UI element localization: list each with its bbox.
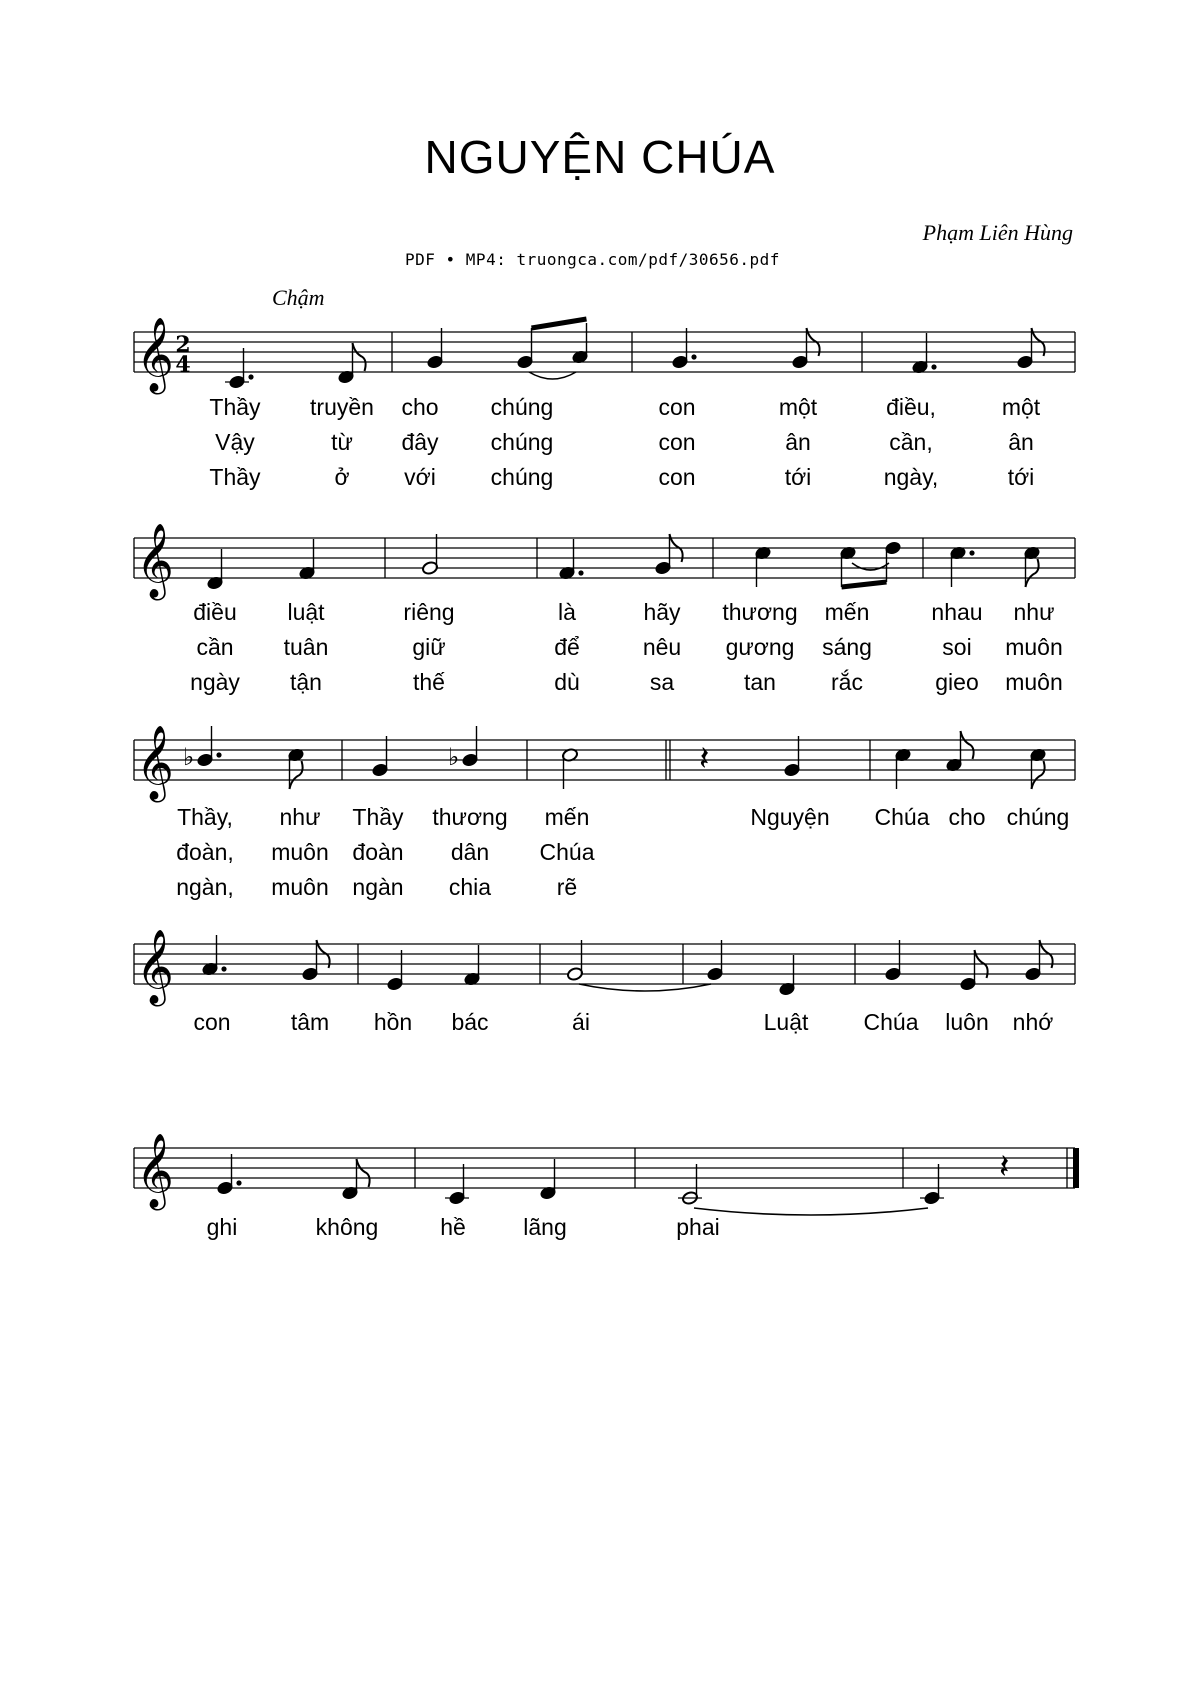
lyric-syllable: ngày, [883, 464, 939, 490]
lyric-syllable: ngày [190, 669, 240, 695]
lyric-syllable: một [1001, 394, 1041, 420]
lyric-syllable: con [193, 1009, 231, 1035]
lyric-syllable: Chúa [874, 804, 930, 830]
treble-clef-icon: 𝄞 [136, 930, 174, 1004]
tie [694, 1208, 928, 1215]
lyric-syllable: hề [440, 1214, 466, 1240]
lyric-syllable: cần [196, 634, 234, 660]
lyric-syllable: luật [287, 599, 325, 625]
lyric-syllable: truyền [310, 394, 374, 420]
lyric-syllable: dù [554, 669, 580, 695]
lyric-syllable: tâm [290, 1009, 330, 1035]
eighth-flag [1032, 761, 1045, 789]
time-signature-top: 2 [175, 332, 191, 358]
tie [529, 372, 576, 379]
lyric-syllable: là [558, 599, 576, 625]
lyric-syllable: như [1013, 599, 1055, 625]
final-barline [1073, 1148, 1079, 1188]
lyric-syllable: tận [290, 669, 322, 695]
tempo-marking: Chậm [272, 285, 325, 310]
lyric-syllable: tuân [283, 634, 329, 660]
treble-clef-icon: 𝄞 [136, 524, 174, 598]
lyric-syllable: con [658, 429, 696, 455]
lyric-syllable: chúng [1006, 804, 1070, 830]
lyric-syllable: chúng [490, 464, 554, 490]
lyric-syllable: muôn [271, 874, 329, 900]
lyric-syllable: thương [722, 599, 798, 625]
lyric-syllable: muôn [1005, 669, 1063, 695]
lyric-syllable: cần, [889, 429, 933, 455]
lyric-syllable: con [658, 464, 696, 490]
tie [852, 563, 889, 570]
eighth-flag [357, 1159, 370, 1187]
lyric-syllable: Thầy, [177, 804, 233, 830]
dot [216, 752, 221, 757]
dot [691, 354, 696, 359]
lyric-syllable: luôn [945, 1009, 989, 1035]
lyric-syllable: soi [942, 634, 972, 660]
lyric-syllable: muôn [271, 839, 329, 865]
lyric-syllable: cho [948, 804, 986, 830]
staff-system [134, 1134, 1079, 1240]
dot [931, 364, 936, 369]
lyric-syllable: Thầy [209, 464, 261, 490]
eighth-flag [290, 761, 303, 789]
lyric-syllable: thế [413, 669, 445, 695]
lyric-syllable: như [279, 804, 321, 830]
dot [248, 374, 253, 379]
lyric-syllable: mến [824, 599, 870, 625]
lyric-syllable: Thầy [352, 804, 404, 830]
lyric-syllable: ngàn, [176, 874, 234, 900]
staff-system [134, 726, 1075, 900]
lyric-syllable: tới [1007, 464, 1035, 490]
lyric-syllable: rắc [831, 669, 863, 695]
lyric-syllable: ân [785, 429, 811, 455]
dot [221, 966, 226, 971]
lyric-syllable: nhau [931, 599, 983, 625]
lyric-syllable: phai [676, 1214, 720, 1240]
flat-icon: ♭ [183, 743, 195, 771]
lyric-syllable: cho [401, 394, 439, 420]
dot [578, 570, 583, 575]
lyric-syllable: rẽ [556, 874, 578, 900]
eighth-flag [1026, 559, 1039, 587]
lyric-syllable: Nguyện [750, 804, 830, 830]
lyric-syllable: riêng [403, 599, 455, 625]
lyric-syllable: từ [331, 429, 353, 455]
lyric-syllable: Chúa [539, 839, 595, 865]
staff-system [134, 318, 1075, 490]
eighth-flag [961, 731, 974, 759]
lyric-syllable: nhớ [1012, 1009, 1054, 1035]
lyric-syllable: sáng [822, 634, 872, 660]
lyric-syllable: không [315, 1214, 379, 1240]
flat-icon: ♭ [448, 743, 460, 771]
lyric-syllable: chúng [490, 394, 554, 420]
lyric-syllable: ngàn [352, 874, 404, 900]
lyric-syllable: lãng [523, 1214, 567, 1240]
lyric-syllable: điều [193, 599, 237, 625]
treble-clef-icon: 𝄞 [136, 726, 174, 800]
lyric-syllable: mến [544, 804, 590, 830]
lyric-syllable: đoàn, [176, 839, 234, 865]
eighth-flag [353, 343, 366, 371]
lyric-syllable: giữ [412, 634, 446, 660]
lyric-syllable: hồn [373, 1009, 413, 1035]
source-link[interactable]: PDF • MP4: truongca.com/pdf/30656.pdf [405, 250, 780, 269]
lyric-syllable: muôn [1005, 634, 1063, 660]
staff-system [134, 930, 1075, 1035]
beam [842, 582, 887, 587]
lyric-syllable: ghi [206, 1214, 238, 1240]
lyric-syllable: chúng [490, 429, 554, 455]
lyric-syllable: Vậy [215, 429, 255, 455]
dot [969, 550, 974, 555]
lyric-syllable: hãy [643, 599, 681, 625]
lyric-syllable: Luật [763, 1009, 809, 1035]
lyric-syllable: ân [1008, 429, 1034, 455]
lyric-syllable: đoàn [352, 839, 404, 865]
lyric-syllable: gương [725, 634, 795, 660]
lyric-syllable: dân [450, 839, 490, 865]
lyric-syllable: điều, [886, 394, 936, 420]
dot [236, 1180, 241, 1185]
lyric-syllable: tới [784, 464, 812, 490]
tie [579, 984, 711, 991]
lyric-syllable: sa [649, 669, 675, 695]
lyric-syllable: Thầy [209, 394, 261, 420]
lyric-syllable: đây [401, 429, 439, 455]
lyric-syllable: con [658, 394, 696, 420]
staff-system [134, 524, 1075, 695]
lyric-syllable: bác [451, 1009, 489, 1035]
lyric-syllable: Chúa [863, 1009, 919, 1035]
time-signature-bottom: 4 [175, 352, 191, 378]
lyric-syllable: tan [744, 669, 776, 695]
lyric-syllable: ở [334, 464, 350, 490]
quarter-rest-icon: 𝄽 [999, 1147, 1010, 1187]
lyric-syllable: một [778, 394, 818, 420]
lyric-syllable: chia [448, 874, 492, 900]
song-title: NGUYỆN CHÚA [424, 131, 776, 183]
lyric-syllable: với [404, 464, 436, 490]
lyric-syllable: để [554, 634, 580, 660]
lyric-syllable: gieo [935, 669, 979, 695]
treble-clef-icon: 𝄞 [136, 1134, 174, 1208]
treble-clef-icon: 𝄞 [136, 318, 174, 392]
beam [532, 319, 587, 328]
quarter-rest-icon: 𝄽 [699, 739, 710, 779]
lyric-syllable: thương [432, 804, 508, 830]
lyric-syllable: nêu [642, 634, 682, 660]
lyric-syllable: ái [572, 1009, 590, 1035]
composer-name: Phạm Liên Hùng [922, 220, 1073, 245]
